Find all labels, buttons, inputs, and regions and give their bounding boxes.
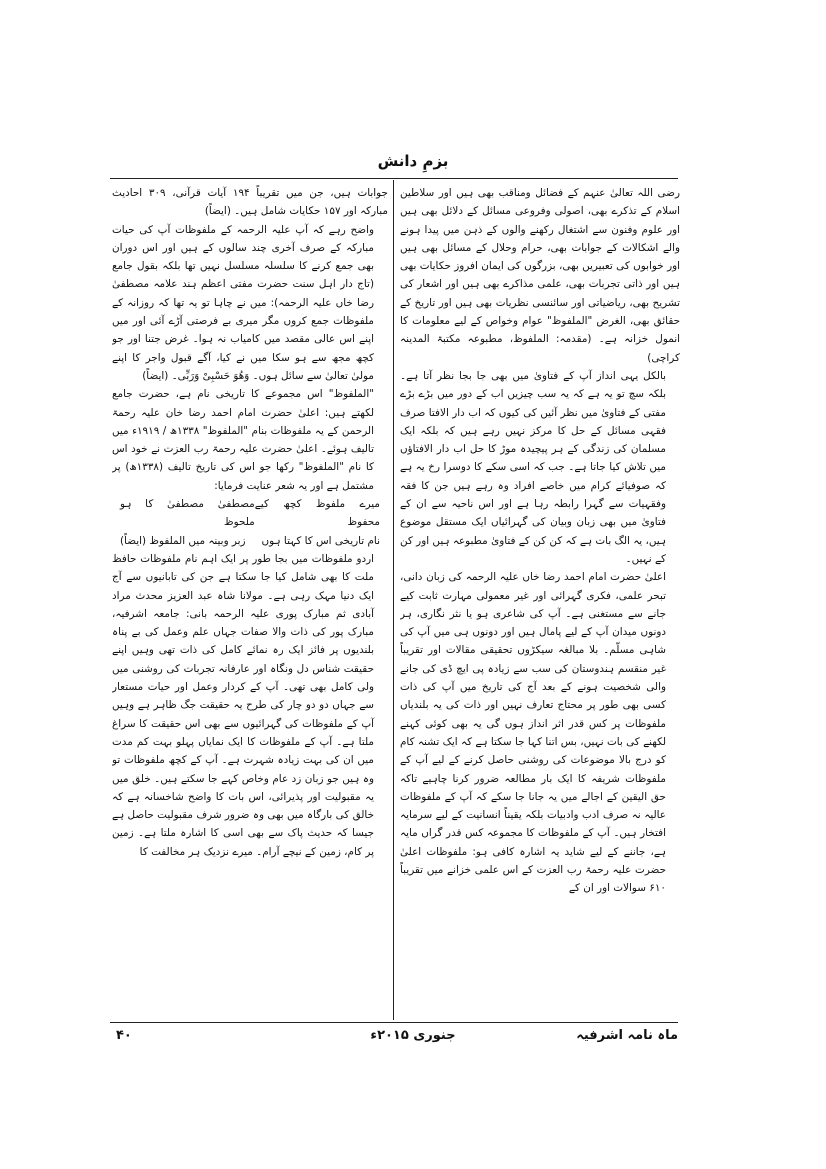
verse-line-1-second-half: مصطفیٰ مصطفیٰ کا ہو ملحوظ xyxy=(120,498,255,529)
left-column xyxy=(112,184,388,1018)
verse-line-2-first-half: نام تاریخی اس کا کہتا ہوں xyxy=(261,534,380,547)
column-divider xyxy=(393,180,394,1020)
verse-line-2-second-half: زبر وبینہ میں الملفوظ (ایضاً) xyxy=(120,534,246,547)
header-rule xyxy=(110,178,678,179)
footer-rule xyxy=(110,1022,678,1023)
right-para-3: اعلیٰ حضرت امام احمد رضا خاں علیہ الرحمہ کی زبان دانی، تبحر علمی، فکری گہرائی اور غیر معمولی مہارت ثابت کیے جانے سے مستغنی ہے۔ آپ کی شاعری ہو یا نثر نگاری، ہر دونوں میدان آپ کے لیے پامال ہیں اور دونوں ہی میں آپ کی شاہی مسلّم۔ بلا مبالغہ سیکڑوں تحقیقی مقالات اور تقریباً غیر منقسم ہندوستان کی سب سے زیادہ پی ایچ ڈی کی جانے والی شخصیت ہونے کے بعد آج کی تاریخ میں آپ کی ذات کسی بھی طور پر محتاج تعارف نہیں اور ذات کی یہ بلندیاں ملفوظات پر کس قدر اثر انداز ہوں گی یہ بھی کوئی کہنے لکھنے کی بات نہیں، بس اتنا کہا جا سکتا ہے کہ ایک تشنہ کام کو درج بالا موضوعات کی روشنی حاصل کرنے کے لیے آپ کے ملفوظات شریفہ کا ایک بار مطالعہ ضرور کرنا چاہیے تاکہ حق الیقین کے اجالے میں یہ جانا جا سکے کہ آپ کے ملفوظات عالیہ نہ صرف ادب وادبیات بلکہ یقیناً انسانیت کے لیے سرمایہ افتخار ہیں۔ آپ کے ملفوظات کا مجموعہ کس قدر گراں مایہ ہے، جاننے کے لیے شاید یہ اشارہ کافی ہو: ملفوظات اعلیٰ حضرت علیہ رحمۃ رب العزت کے اس علمی خزانے میں تقریباً ۶۱۰ سوالات اور ان کے xyxy=(400,571,666,895)
footer-page-number: ۴۰ xyxy=(116,1028,132,1043)
section-title: بزمِ دانش xyxy=(377,152,449,170)
left-para-1: جوابات ہیں، جن میں تقریباً ۱۹۴ آیات قرآنی، ۳۰۹ احادیث مبارکہ اور ۱۵۷ حکایات شامل ہیں۔ (ایضاً) xyxy=(112,187,388,218)
verse-line-1 xyxy=(112,495,388,532)
right-column xyxy=(400,184,680,1018)
verse-line-2 xyxy=(112,532,388,550)
footer-issue-date: جنوری ۲۰۱۵ء xyxy=(370,1028,456,1043)
left-para-4: اردو ملفوظات میں بجا طور پر ایک اہم نام ملفوظات حافظ ملت کا بھی شامل کیا جا سکتا ہے جن کی تابانیوں سے آج ایک دنیا مہک رہی ہے۔ مولانا شاہ عبد العزیز محدث مراد آبادی ثم مبارک پوری علیہ الرحمہ بانی: جامعہ اشرفیہ، مبارک پور کی ذات والا صفات جہاں علم وعمل کی بے پناہ بلندیوں پر فائز ایک رہ نمائے کامل کی ذات تھی وہیں اپنے حقیقت شناس دل ونگاہ اور عارفانہ تجربات کی روشنی میں ولی کامل بھی تھی۔ آپ کے کردار وعمل اور حیات مستعار سے جہاں دو دو چار کی طرح یہ حقیقت جگ ظاہر ہے وہیں آپ کے ملفوظات کی گہرائیوں سے بھی اس حقیقت کا سراغ ملتا ہے۔ آپ کے ملفوظات کا ایک نمایاں پہلو بہت کم مدت میں ان کی بہت زیادہ شہرت ہے۔ آپ کے کچھ ملفوظات تو وہ ہیں جو زبان زد عام وخاص کہے جا سکتے ہیں۔ خلق میں یہ مقبولیت اور پذیرائی، اس بات کا واضح شاخسانہ ہے کہ خالق کی بارگاہ میں بھی وہ ضرور شرف مقبولیت حاصل ہے جیسا کہ حدیث پاک سے بھی اسی کا اشارہ ملتا ہے۔ زمین پر کام، زمین کے نیچے آرام۔ میرے نزدیک ہر مخالفت کا xyxy=(112,552,374,858)
right-para-2: بالکل یہی انداز آپ کے فتاویٰ میں بھی جا بجا نظر آتا ہے۔ بلکہ سچ تو یہ ہے کہ یہ سب چیزیں اب کے دور میں بڑے بڑے مفتی کے فتاویٰ میں نظر آئیں کی کیوں کہ اب دار الافتا صرف فقہی مسائل کے حل کا مرکز نہیں رہے ہیں کہ بلکہ ایک مسلمان کی زندگی کے ہر پیچیدہ موڑ کا حل اب دار الافتاؤں میں تلاش کیا جاتا ہے۔ جب کہ اسی سکے کا دوسرا رخ یہ ہے کہ صوفیائے کرام میں خاصے افراد وہ رہے ہیں جن کا فقہ وفقہیات سے گہرا رابطہ رہا ہے اور اس ناحیہ سے ان کے فتاویٰ میں بھی زبان وبیان کی گہرائیاں ایک مستقل موضوع ہیں، یہ الگ بات ہے کہ کن کن کے فتاویٰ مطبوعہ ہیں اور کن کے نہیں۔ xyxy=(400,369,666,565)
right-para-1: رضی اللہ تعالیٰ عنہم کے فضائل ومناقب بھی ہیں اور سلاطین اسلام کے تذکرے بھی، اصولی وفروعی مسائل کے دلائل بھی ہیں اور علوم وفنون سے اشتغال رکھنے والوں کے ذہن میں پیدا ہونے والے اشکالات کے جوابات بھی، حرام وحلال کے مسائل بھی ہیں اور خوابوں کی تعبیریں بھی، بزرگوں کی ایمان افروز حکایات بھی ہیں اور ذاتی تجربات بھی، علمی مذاکرے بھی ہیں اور اشعار کی تشریح بھی، ریاضیاتی اور سائنسی نظریات بھی ہیں اور تاریخ کے حقائق بھی، الغرض "الملفوظ" عوام وخواص کے لیے معلومات کا انمول خزانہ ہے۔ (مقدمہ: الملفوظ، مطبوعہ مکتبۃ المدینہ کراچی) xyxy=(400,187,680,364)
left-para-2: واضح رہے کہ آپ علیہ الرحمہ کے ملفوظات آپ کی حیات مبارکہ کے صرف آخری چند سالوں کے ہیں اور اس دوران بھی جمع کرنے کا سلسلہ مسلسل نہیں تھا بلکہ بقول جامع (تاج دار اہل سنت حضرت مفتی اعظم ہند علامہ مصطفیٰ رضا خاں علیہ الرحمہ): میں نے چاہا تو یہ تھا کہ روزانہ کے ملفوظات جمع کروں مگر میری بے فرصتی آڑے آئی اور میں اپنے اس عالی مقصد میں کامیاب نہ ہوا۔ غرض جتنا اور جو کچھ مجھ سے ہو سکا میں نے کیا، آگے قبول واجر کا اپنے مولیٰ تعالیٰ سے سائل ہوں۔ وَھُوَ حَسْبِیْ وَرَبِّی۔ (ایضاً) xyxy=(112,223,374,382)
left-para-3: "الملفوظ" اس مجموعے کا تاریخی نام ہے، حضرت جامع لکھتے ہیں: اعلیٰ حضرت امام احمد رضا خان علیہ رحمۃ الرحمن کے یہ ملفوظات بنام "الملفوظ" ۱۳۳۸ھ / ۱۹۱۹ء میں تالیف ہوئے۔ اعلیٰ حضرت علیہ رحمۃ رب العزت نے خود اس کا نام "الملفوظ" رکھا جو اس کی تاریخ تالیف (۱۳۳۸ھ) پر مشتمل ہے اور یہ شعر عنایت فرمایا: xyxy=(112,388,374,492)
verse-line-1-first-half: میرے ملفوظ کچھ کیے محفوظ xyxy=(254,498,380,529)
footer-magazine-name: ماہ نامہ اشرفیہ xyxy=(576,1028,678,1043)
